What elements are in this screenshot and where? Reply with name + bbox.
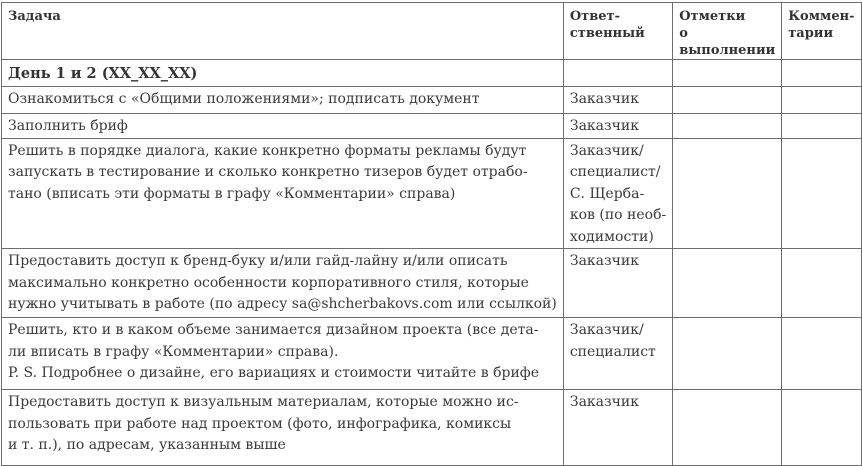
header-responsible [563, 3, 672, 60]
responsible-text: ков (по необ- [569, 207, 667, 223]
cell-comments[interactable] [782, 249, 861, 318]
cell-comments[interactable] [782, 60, 861, 87]
table-row [2, 318, 862, 390]
cell-responsible [563, 114, 672, 139]
cell-comments[interactable] [782, 114, 861, 139]
cell-responsible [563, 138, 672, 249]
responsible-text: Заказчик/ [569, 322, 644, 338]
cell-completion[interactable] [673, 60, 782, 87]
table-header-row [2, 3, 862, 60]
cell-task [2, 138, 564, 249]
responsible-text: ходимости) [569, 228, 654, 245]
task-text: нужно учитывать в работе (по адресу sa@shcherbakovs.com или ссылкой) [8, 296, 557, 312]
cell-comments[interactable] [782, 318, 861, 390]
task-text: Ознакомиться с «Общими положениями»; подписать документ [8, 91, 480, 107]
header-comments [782, 3, 861, 60]
header-completion-marks [673, 3, 782, 60]
cell-completion[interactable] [673, 87, 782, 114]
task-text: запускать в тестирование и сколько конкретно тизеров будет отрабо- [8, 164, 528, 180]
task-text: ли вписать в графу «Комментарии» справа). [8, 343, 339, 360]
header-completion-line: о выполнении [679, 26, 776, 58]
task-table [1, 2, 862, 466]
task-text: Предоставить доступ к визуальным материалам, которые можно ис- [8, 394, 519, 410]
task-text: Решить, кто и в каком объеме занимается дизайном проекта (все дета- [8, 322, 539, 338]
table-row [2, 249, 862, 318]
header-responsible-line: Ответ- [569, 9, 620, 24]
cell-task [2, 318, 564, 390]
task-text: максимально конкретно особенности корпоративного стиля, которые [8, 274, 529, 291]
task-text: Решить в порядке диалога, какие конкретно форматы рекламы будут [8, 142, 527, 159]
responsible-text: специалист/ [569, 164, 661, 180]
cell-completion[interactable] [673, 390, 782, 466]
cell-task [2, 114, 564, 139]
responsible-text: специалист [569, 343, 656, 360]
task-text: и т. п.), по адресам, указанным выше [8, 437, 286, 453]
cell-comments[interactable] [782, 390, 861, 466]
cell-responsible [563, 249, 672, 318]
cell-responsible [563, 390, 672, 466]
section-row [2, 60, 862, 87]
responsible-text: С. Щерба- [569, 185, 645, 202]
task-text: пользовать при работе над проектом (фото, инфографика, комиксы [8, 415, 512, 432]
responsible-text: Заказчик [569, 394, 639, 410]
task-text: Предоставить доступ к бренд-буку и/или гайд-лайну и/или описать [8, 253, 508, 269]
cell-task [2, 390, 564, 466]
header-task [2, 3, 564, 60]
cell-responsible [563, 60, 672, 87]
table-row [2, 87, 862, 114]
cell-completion[interactable] [673, 318, 782, 390]
cell-task [2, 87, 564, 114]
header-comments-line: Коммен- [788, 9, 855, 24]
cell-comments[interactable] [782, 138, 861, 249]
table-row [2, 138, 862, 249]
responsible-text: Заказчик [569, 91, 639, 107]
table-row [2, 114, 862, 139]
cell-responsible [563, 87, 672, 114]
responsible-text: Заказчик [569, 253, 639, 269]
cell-comments[interactable] [782, 87, 861, 114]
task-text: Заполнить бриф [8, 118, 128, 134]
task-text: P. S. Подробнее о дизайне, его вариациях и стоимости читайте в брифе [8, 365, 540, 381]
cell-completion[interactable] [673, 138, 782, 249]
cell-responsible [563, 318, 672, 390]
cell-completion[interactable] [673, 114, 782, 139]
table-row [2, 390, 862, 466]
section-title: День 1 и 2 (XX_XX_XX) [2, 60, 564, 87]
header-comments-line: тарии [788, 26, 834, 41]
header-task-label: Задача [8, 9, 61, 24]
cell-completion[interactable] [673, 249, 782, 318]
header-responsible-line: ственный [569, 26, 645, 41]
task-text: тано (вписать эти форматы в графу «Комментарии» справа) [8, 185, 456, 202]
responsible-text: Заказчик/ [569, 142, 644, 159]
responsible-text: Заказчик [569, 118, 639, 134]
header-completion-line: Отметки [679, 9, 746, 24]
cell-task [2, 249, 564, 318]
